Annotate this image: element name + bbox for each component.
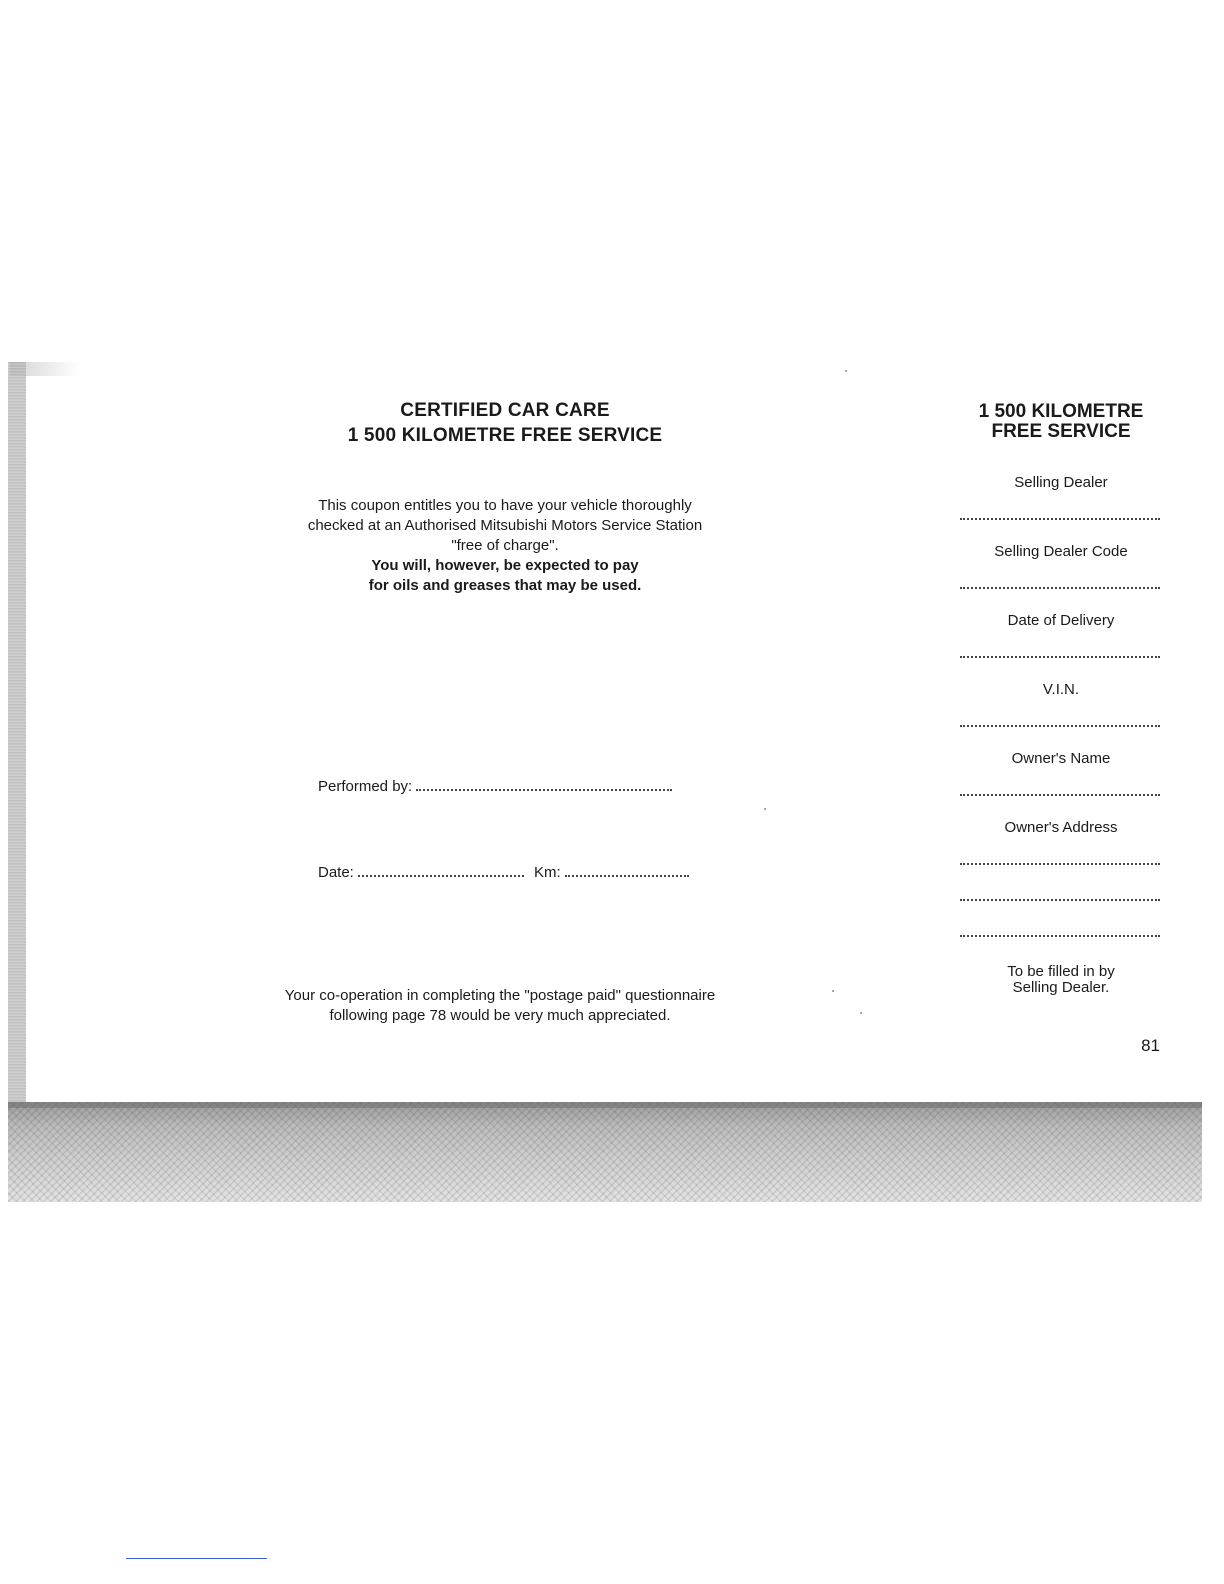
owners-address-label: Owner's Address <box>1004 819 1118 836</box>
coupon-intro <box>250 496 760 596</box>
owners-address-blank-3 <box>960 935 1160 937</box>
selling-dealer-label: Selling Dealer <box>1014 474 1108 491</box>
scan-speck <box>860 1012 862 1014</box>
coupon-page <box>0 362 1224 1204</box>
scan-shadow-band <box>8 1102 1202 1202</box>
page-number: 81 <box>1141 1036 1160 1055</box>
date-of-delivery-blank <box>960 656 1160 658</box>
selling-dealer-code-label: Selling Dealer Code <box>994 543 1128 560</box>
km-blank <box>565 864 689 877</box>
selling-dealer-code-blank <box>960 587 1160 589</box>
coupon-subtitle: 1 500 KILOMETRE FREE SERVICE <box>347 425 663 446</box>
intro-line: This coupon entitles you to have your vehicle thoroughly <box>318 497 692 514</box>
date-blank <box>358 864 524 877</box>
scan-shadow-edge <box>8 1102 1202 1108</box>
owners-name-blank <box>960 794 1160 796</box>
stub-title: 1 500 KILOMETRE <box>978 401 1144 422</box>
binding-edge <box>8 362 26 1102</box>
date-km-field <box>318 864 689 881</box>
footnote-rule <box>126 1558 267 1559</box>
performed-by-blank <box>416 778 672 791</box>
intro-bold-line: You will, however, be expected to pay <box>371 557 639 574</box>
coupon-title: CERTIFIED CAR CARE <box>400 400 610 421</box>
owners-name-label: Owner's Name <box>1011 750 1111 767</box>
scan-speck <box>764 808 766 810</box>
note-line: To be filled in by <box>1007 963 1115 980</box>
performed-by-field <box>318 778 672 795</box>
note-line: following page 78 would be very much appreciated. <box>329 1007 671 1024</box>
date-of-delivery-label: Date of Delivery <box>1007 612 1115 629</box>
owners-address-blank-1 <box>960 863 1160 865</box>
intro-line: "free of charge". <box>451 537 559 554</box>
note-line: Your co-operation in completing the "postage paid" questionnaire <box>284 987 716 1004</box>
intro-bold-line: for oils and greases that may be used. <box>368 577 642 594</box>
owners-address-blank-2 <box>960 899 1160 901</box>
note-line: Selling Dealer. <box>1012 979 1110 996</box>
km-label: Km: <box>534 864 561 881</box>
stub-subtitle: FREE SERVICE <box>991 421 1131 442</box>
questionnaire-note <box>230 986 770 1026</box>
scan-speck <box>832 990 834 992</box>
dealer-stub <box>956 401 1166 996</box>
selling-dealer-blank <box>960 518 1160 520</box>
vin-blank <box>960 725 1160 727</box>
intro-line: checked at an Authorised Mitsubishi Motors Service Station <box>307 517 703 534</box>
performed-by-label: Performed by: <box>318 778 413 795</box>
dealer-fill-note <box>956 964 1166 996</box>
scan-speck <box>845 370 847 372</box>
date-label: Date: <box>318 864 354 881</box>
vin-label: V.I.N. <box>1042 681 1080 698</box>
